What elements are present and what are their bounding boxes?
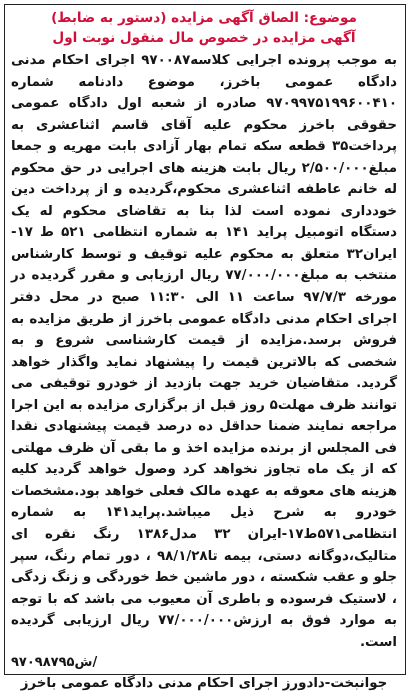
auction-notice bbox=[4, 4, 406, 692]
signature-line: جوانبخت-دادورز اجرای احکام مدنی دادگاه عمومی باخرز bbox=[20, 676, 388, 692]
notice-title: آگهی مزایده در خصوص مال منقول نوبت اول bbox=[52, 30, 356, 46]
notice-body: به موجب پرونده اجرایی کلاسه۹۷۰۰۸۷ اجرای احکام مدنی دادگاه عمومی باخرز، موضوع دادنامه شماره ۹۷۰۹۹۷۵۱۹۹۶۰۰۴۱۰ صادره از شعبه اول دادگاه عمومی حقوقی باخرز محکوم علیه آقای قاسم اثناعشری به پرداخت۳۵ قطعه سکه تمام بهار آزادی بابت مهریه و جمعا مبلغ۲/۵۰۰/۰۰۰ ریال بابت هزینه های اجرایی در حق محکوم له خانم عاطفه اثناعشری محکوم،گردیده و از پرداخت دین خودداری نموده است لذا بنا به تقاضای محکوم له یک دستگاه اتومبیل پراید ۱۴۱ به شماره انتظامی ۵۲۱ ط ۱۷- ایران۳۲ متعلق به محکوم علیه توقیف و توسط کارشناس منتخب به مبلغ۷۷/۰۰۰/۰۰۰ ریال ارزیابی و مقرر گردیده در مورخه ۹۷/۷/۳ ساعت ۱۱ الی ۱۱:۳۰ صبح در محل دفتر اجرای احکام مدنی دادگاه عمومی باخرز از طریق مزایده به فروش برسد.مزایده از قیمت کارشناسی شروع و به شخصی که بالاترین قیمت را پیشنهاد نماید واگذار خواهد گردید. متقاضیان خرید جهت بازدید از خودرو توقیفی می توانند ظرف مهلت۵ روز قبل از برگزاری مزایده به این اجرا مراجعه نمایند ضمنا حداقل ده درصد قیمت پیشنهادی نقدا فی المجلس از برنده مزایده اخذ و ما بقی آن ظرف مهلتی که از یک ماه تجاوز نخواهد کرد وصول خواهد گردید کلیه هزینه های معوقه به عهده مالک فعلی خواهد بود.مشخصات خودرو به شرح ذیل میباشد.پراید۱۴۱ به شماره انتظامی۵۷۱ط۱۷-ایران ۳۲ مدل۱۳۸۶ رنگ نقره ای متالیک،دوگانه دستی، بیمه تا۹۸/۱/۲۸ ، دور تمام رنگ، سپر جلو و عقب شکسته ، دور ماشین خط خوردگی و زنگ زدگی ، لاستیک فرسوده و باطری آن معیوب می باشد که با توجه به موارد فوق به ارزش۷۷/۰۰۰/۰۰۰ ریال ارزیابی گردیده است. bbox=[11, 53, 398, 650]
reference-number: ش۹۷۰۹۸۷۹۵/ bbox=[11, 655, 98, 671]
notice-subject-line: موضوع: الصاق آگهی مزایده (دستور به ضابط) bbox=[51, 10, 357, 26]
